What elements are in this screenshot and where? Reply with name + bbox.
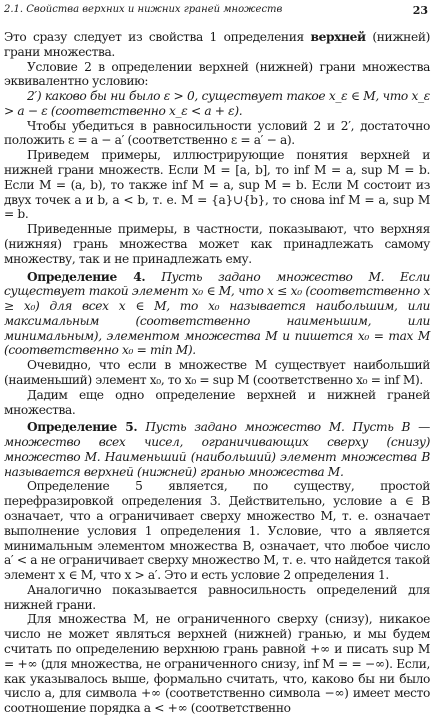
definition-5: Определение 5. Пусть задано множество M. Пусть B — множество всех чисел, ограничивающих сверху (снизу) множество M. Наименьший (наибольший) элемент множества B называется верхней (нижней) гранью множества M. [4,420,430,479]
definition-label: Определение 5. [27,420,138,435]
paragraph: Приведенные примеры, в частности, показывают, что верхняя (нижняя) грань множества может как принадлежать самому множеству, так и не принадлежать ему. [4,222,430,266]
paragraph: Это сразу следует из свойства 1 определения верхней (нижней) грани множества. [4,30,430,59]
paragraph: Дадим еще одно определение верхней и нижней граней множества. [4,387,430,417]
body-text [4,30,430,716]
condition-2-prime: 2′) каково бы ни было ε > 0, существует такое x_ε ∈ M, что x_ε > a − ε (соответственно x_ε < a + ε). [4,89,430,118]
definition-4: Определение 4. Пусть задано множество M. Если существует такой элемент x₀ ∈ M, что x ≤ x₀ (соответственно x ≥ x₀) для всех x ∈ M, то x₀ называется наибольшим, или максимальным (соответственно наименьшим, или минимальным), элементом множества M и пишется x₀ = max M (соответственно x₀ = min M). [4,269,430,358]
paragraph: Условие 2 в определении верхней (нижней) грани множества эквивалентно условию: 2′) каково бы ни было ε > 0, существует такое x_ε ∈ M, что x_ε > a − ε (соответственно x_ε < a + ε). [4,59,430,118]
paragraph: Для множества M, не ограниченного сверху (снизу), никакое число не может являться верхней (нижней) гранью, и мы будем считать по определению верхнюю грань равной +∞ и писать sup M = +∞ (для множества, не ограниченного снизу, inf M = = −∞). Если, как указывалось выше, формально считать, что, каково бы ни было число a, для символа +∞ (соответственно символа −∞) имеет место соотношение порядка a < +∞ (соответственно [4,612,430,716]
page-number: 23 [412,4,428,17]
running-header [4,4,428,20]
definition-label: Определение 4. [27,269,146,284]
section-title: 2.1. Свойства верхних и нижних граней множеств [4,4,283,15]
paragraph: Аналогично показывается равносильность определений для нижней грани. [4,582,430,612]
paragraph: Определение 5 является, по существу, простой перефразировкой определения 3. Действительно, условие a ∈ B означает, что a ограничивает сверху множество M, т. е. означает выполнение условия 1 определения 1. Условие, что a является минимальным элементом множества B, означает, что любое число a′ < a не ограничивает сверху множество M, т. е. что найдется такой элемент x ∈ M, что x > a′. Это и есть условие 2 определения 1. [4,479,430,583]
paragraph: Очевидно, что если в множестве M существует наибольший (наименьший) элемент x₀, то x₀ = sup M (соответственно x₀ = inf M). [4,358,430,387]
paragraph: Чтобы убедиться в равносильности условий 2 и 2′, достаточно положить ε = a − a′ (соответственно ε = a′ − a). [4,118,430,148]
paragraph: Приведем примеры, иллюстрирующие понятия верхней и нижней грани множеств. Если M = [a, b], то inf M = a, sup M = b. Если M = (a, b), то также inf M = a, sup M = b. Если M состоит из двух точек a и b, a < b, т. е. M = {a}∪{b}, то снова inf M = a, sup M = b. [4,148,430,222]
